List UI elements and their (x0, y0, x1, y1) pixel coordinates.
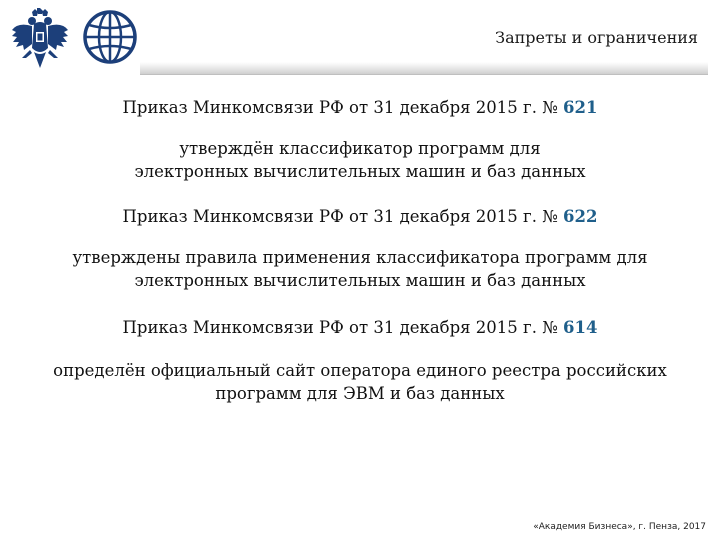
order-number: 622 (563, 207, 598, 226)
header-divider (140, 62, 708, 75)
order-number: 621 (563, 98, 598, 117)
order-description: утверждён классификатор программ для электронных вычислительных машин и баз данных (134, 139, 586, 181)
order-line (20, 96, 700, 119)
order-description: утверждены правила применения классификатора программ для электронных вычислительных машин и баз данных (72, 248, 648, 290)
footer-caption: «Академия Бизнеса», г. Пенза, 2017 (533, 522, 706, 532)
order-description: определён официальный сайт оператора единого реестра российских программ для ЭВМ и баз данных (53, 361, 667, 403)
order-prefix: Приказ Минкомсвязи РФ от 31 декабря 2015 г. № (122, 318, 558, 337)
order-prefix: Приказ Минкомсвязи РФ от 31 декабря 2015 г. № (122, 207, 558, 226)
order-line (20, 205, 700, 228)
page-title: Запреты и ограничения (495, 28, 698, 47)
russian-coat-of-arms-icon (10, 8, 70, 70)
header (0, 0, 720, 80)
order-prefix: Приказ Минкомсвязи РФ от 31 декабря 2015 г. № (122, 98, 558, 117)
globe-icon (82, 9, 138, 65)
order-line (20, 316, 700, 339)
slide-content (20, 96, 700, 405)
order-number: 614 (563, 318, 598, 337)
